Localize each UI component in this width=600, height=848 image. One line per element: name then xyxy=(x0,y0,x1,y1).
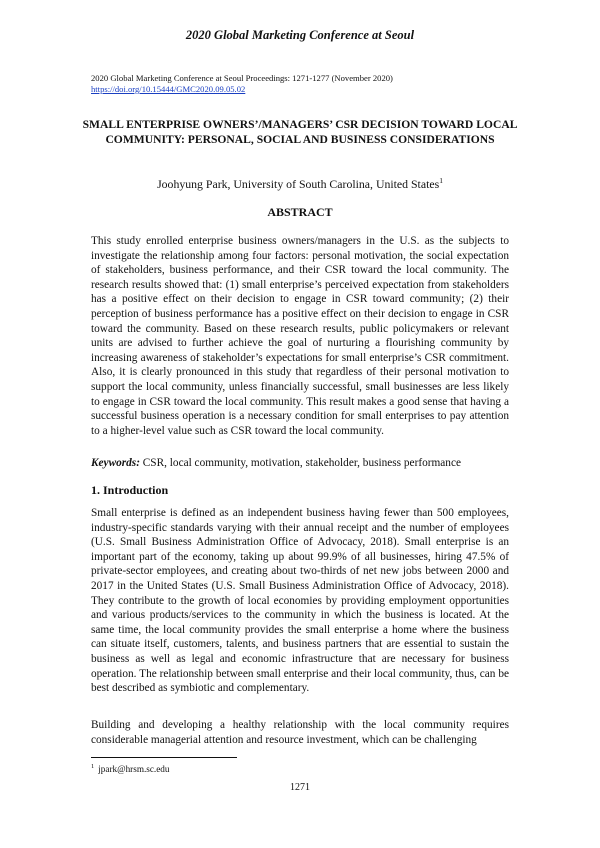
proceedings-citation: 2020 Global Marketing Conference at Seoul Proceedings: 1271-1277 (November 2020) xyxy=(91,73,393,83)
keywords-line xyxy=(91,456,509,471)
section-heading-introduction: 1. Introduction xyxy=(91,483,169,497)
footnote-email[interactable]: jpark@hrsm.sc.edu xyxy=(98,764,170,775)
footnote-marker: 1 xyxy=(91,763,95,770)
running-head: 2020 Global Marketing Conference at Seoul xyxy=(185,28,415,42)
abstract-body: This study enrolled enterprise business owners/managers in the U.S. as the subjects to investigate the relationship among four factors: personal motivation, the social expectation of stakeholders, business performance, and their CSR toward the local community. The research results showed that: (1) small enterprise’s perceived expectation from stakeholders has a positive effect on their decision to engage in CSR toward community; (2) their perception of business performance has a positive effect on their decision to engage in CSR toward the community. Based on these research results, public policymakers or relevant units are advised to further achieve the goal of nurturing a flourishing community by increasing awareness of stakeholder’s expectations for small enterprise’s CSR commitment. Also, it is clearly pronounced in this study that regardless of their personal motivation to support the local community, unless financially successful, small businesses are less likely to engage in CSR toward the local community. This result makes a good sense that having a successful business operation is a necessary condition for small enterprises to pay attention to a higher-level value such as CSR toward the local community. xyxy=(91,235,509,437)
paper-title: SMALL ENTERPRISE OWNERS’/MANAGERS’ CSR DECISION TOWARD LOCAL COMMUNITY: PERSONAL, SOCIAL AND BUSINESS CONSIDERATIONS xyxy=(82,118,518,146)
abstract-heading: ABSTRACT xyxy=(267,205,333,219)
keywords-text: CSR, local community, motivation, stakeholder, business performance xyxy=(139,457,461,469)
footnote xyxy=(91,763,169,774)
author-line xyxy=(0,176,600,192)
keywords-label: Keywords: xyxy=(91,457,140,469)
doi-link[interactable]: https://doi.org/10.15444/GMC2020.09.05.02 xyxy=(91,84,246,94)
intro-paragraph-1: Small enterprise is defined as an independent business having fewer than 500 employees, industry-specific standards varying with their annual receipt and the number of employees (U.S. Small Business Administration Office of Advocacy, 2018). Small enterprise is an important part of the economy, taking up about 99.9% of all businesses, hiring 47.5% of private-sector employees, and creating about two-thirds of net new jobs between 2000 and 2017 in the United States (U.S. Small Business Administration Office of Advocacy, 2018). They contribute to the growth of local economies by providing employment opportunities and various products/services to the community in which the business is located. At the same time, the local community provides the small enterprise a home where the business can situate itself, customers, talents, and business partners that are essential to sustain the business as well as legal and economic infrastructure that are necessary for business operation. The relationship between small enterprise and their local community, thus, can be best described as symbiotic and complementary. xyxy=(91,507,509,695)
page-number: 1271 xyxy=(290,782,310,793)
intro-paragraph-2: Building and developing a healthy relationship with the local community requires considerable managerial attention and resource investment, which can be challenging xyxy=(91,719,509,746)
footnote-divider xyxy=(91,757,237,758)
author-footnote-marker[interactable]: 1 xyxy=(439,176,443,185)
author-name: Joohyung Park, University of South Carolina, United States xyxy=(157,176,440,191)
